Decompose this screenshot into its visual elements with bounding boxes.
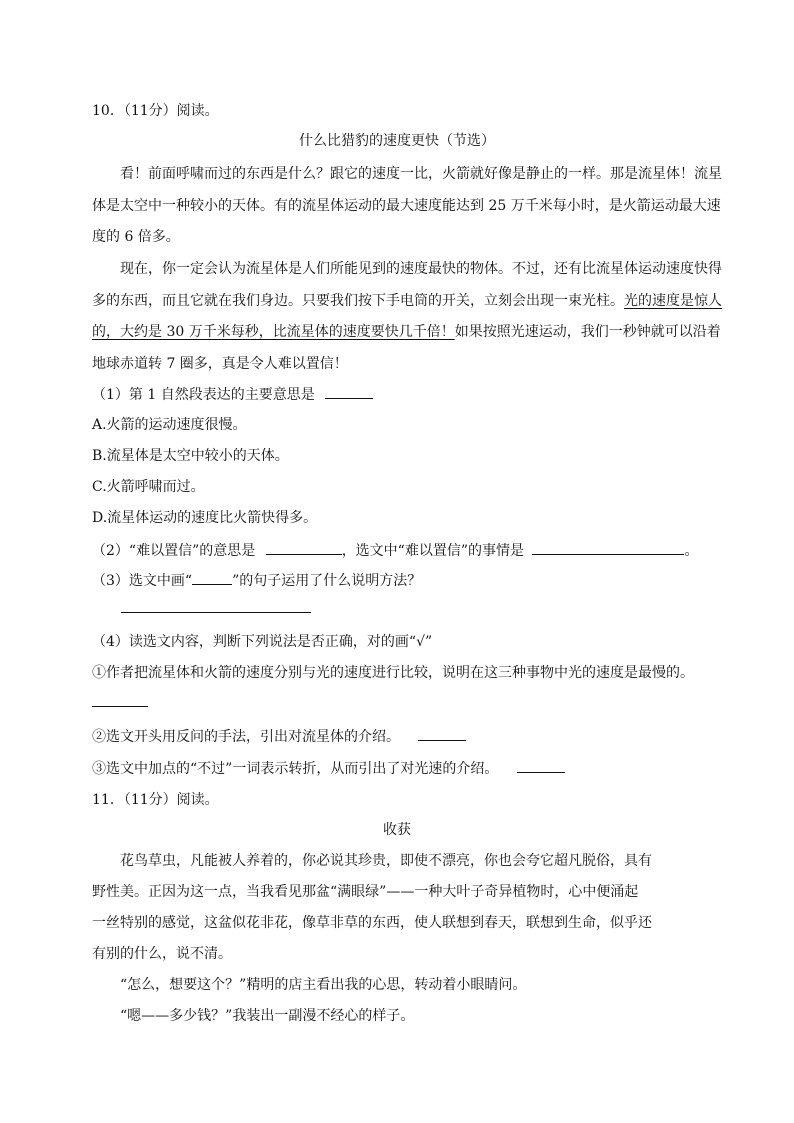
judgement-2 <box>92 726 466 747</box>
sub-question-4: （4）读选文内容，判断下列说法是否正确，对的画“√” <box>92 634 433 650</box>
passage-title: 收获 <box>383 822 411 838</box>
paragraph-line <box>92 322 721 342</box>
paragraph-line: 野性美。正因为这一点，当我看见那盆“满眼绿”——一种大叶子奇异植物时，心中便涌起 <box>92 884 639 900</box>
judgement-3 <box>92 758 565 779</box>
question-10-header: 10．（11分）阅读。 <box>92 103 219 119</box>
sub-question-text: 。 <box>684 543 699 559</box>
paragraph-line: “嗯——多少钱？”我装出一副漫不经心的样子。 <box>120 1008 415 1024</box>
sub-question-text: （1）第 1 自然段表达的主要意思是 <box>92 387 315 403</box>
sub-question-text: （3）选文中画“ <box>92 573 193 589</box>
paragraph-text: 如果按照光速运动，我们一秒钟就可以沿着 <box>454 324 721 340</box>
paragraph-line: 度的 6 倍多。 <box>92 229 180 245</box>
answer-blank[interactable] <box>121 598 311 613</box>
answer-blank[interactable] <box>266 540 342 555</box>
underlined-sentence: 光的速度是惊人 <box>624 293 722 309</box>
judgement-text: ②选文开头用反问的手法，引出对流星体的介绍。 <box>92 729 400 745</box>
paragraph-line: 一丝特别的感觉，这盆似花非花，像草非草的东西，使人联想到春天，联想到生命，似乎还 <box>92 915 652 931</box>
answer-blank[interactable] <box>517 758 565 773</box>
paragraph-line: 有别的什么，说不清。 <box>92 946 232 962</box>
paragraph-line: “怎么，想要这个？”精明的店主看出我的心思，转动着小眼睛问。 <box>120 977 527 993</box>
sub-question-text: （2）“难以置信”的意思是 <box>92 543 256 559</box>
answer-blank[interactable] <box>418 726 466 741</box>
answer-line-container <box>92 692 148 713</box>
paragraph-line <box>92 291 722 311</box>
option-d: D.流星体运动的速度比火箭快得多。 <box>92 510 318 526</box>
paragraph-line: 花鸟草虫，凡能被人养着的，你必说其珍贵，即使不漂亮，你也会夸它超凡脱俗，具有 <box>120 853 652 869</box>
option-c: C.火箭呼啸而过。 <box>92 479 205 495</box>
underline-marker <box>192 570 232 585</box>
question-11-header: 11．（11分）阅读。 <box>92 792 219 808</box>
answer-line-container <box>121 598 311 619</box>
sub-question-2 <box>92 540 698 561</box>
sub-question-3 <box>92 570 421 591</box>
judgement-text: ③选文中加点的“不过”一词表示转折，从而引出了对光速的介绍。 <box>92 761 499 777</box>
option-a: A.火箭的运动速度很慢。 <box>92 417 247 433</box>
sub-question-text: ”的句子运用了什么说明方法？ <box>232 573 422 589</box>
option-b: B.流星体是太空中较小的天体。 <box>92 448 289 464</box>
sub-question-text: ，选文中“难以置信”的事情是 <box>341 543 525 559</box>
paragraph-line: 看！前面呼啸而过的东西是什么？跟它的速度一比，火箭就好像是静止的一样。那是流星体！流星 <box>120 166 722 182</box>
paragraph-line: 地球赤道转 7 圈多，真是令人难以置信！ <box>92 356 348 372</box>
paragraph-text: 多的东西，而且它就在我们身边。只要我们按下手电筒的开关，立刻会出现一束光柱。 <box>92 293 624 309</box>
passage-title: 什么比猎豹的速度更快（节选） <box>299 133 495 149</box>
answer-blank[interactable] <box>532 540 684 555</box>
paragraph-line: 现在，你一定会认为流星体是人们所能见到的速度最快的物体。不过，还有比流星体运动速度快得 <box>120 261 722 277</box>
underlined-sentence: 的，大约是 30 万千米每秒，比流星体的速度要快几千倍！ <box>92 324 455 340</box>
sub-question-1 <box>92 384 373 405</box>
answer-blank[interactable] <box>92 692 148 707</box>
paragraph-line: 体是太空中一种较小的天体。有的流星体运动的最大速度能达到 25 万千米每小时，是火箭运动最大速 <box>92 198 721 214</box>
judgement-1: ①作者把流星体和火箭的速度分别与光的速度进行比较，说明在这三种事物中光的速度是最慢的。 <box>92 665 694 681</box>
answer-blank[interactable] <box>325 384 373 399</box>
